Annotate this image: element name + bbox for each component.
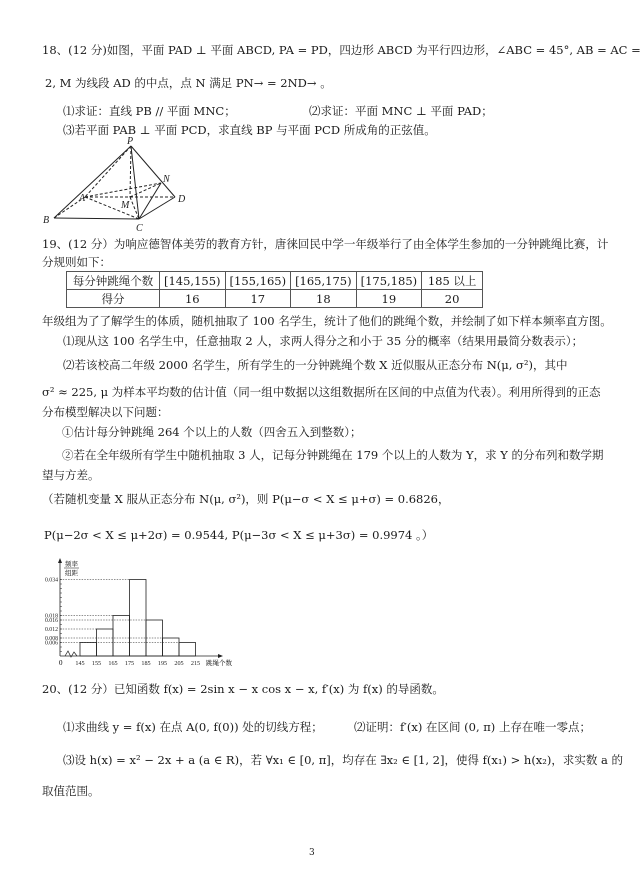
q20-part1: ⑴求曲线 y = f(x) 在点 A(0, f(0)) 处的切线方程； [63, 720, 323, 734]
label-A: A [79, 193, 86, 204]
x-tick-label: 195 [157, 660, 168, 667]
table-cell-score: 16 [160, 290, 226, 308]
label-M: M [121, 200, 130, 211]
q18-pyramid-figure [35, 135, 205, 235]
q19-stem-line1: 19、(12 分）为响应德智体美劳的教育方针，唐徕回民中学一年级举行了由全体学生参加的一分钟跳绳比赛，计 [42, 237, 609, 251]
table-cell-interval: 185 以上 [422, 272, 483, 290]
q19-sub1: ①估计每分钟跳绳 264 个以上的人数（四舍五入到整数）； [62, 425, 362, 439]
q20-part3-line1: ⑶设 h(x) = x² − 2x + a (a ∈ R)，若 ∀x₁ ∈ [0, π]，均存在 ∃x₂ ∈ [1, 2]，使得 f(x₁) > h(x₂)，求实数 a 的 [63, 753, 624, 767]
histogram-bar [113, 616, 130, 657]
table-cell-score: 17 [225, 290, 291, 308]
q18-stem-line1: 18、(12 分)如图，平面 PAD ⊥ 平面 ABCD, PA = PD，四边形 ABCD 为平行四边形，∠ABC = 45°, AB = AC = [42, 43, 641, 57]
y-axis-label-top: 频率 [65, 561, 78, 568]
edge-CD [139, 197, 175, 219]
label-N: N [163, 174, 170, 185]
x-axis-label: 跳绳个数 [206, 660, 232, 667]
histogram-bar [130, 580, 147, 657]
label-B: B [43, 215, 50, 226]
q18-part1: ⑴求证：直线 PB // 平面 MNC； [63, 104, 236, 118]
table-cell-interval: [155,165) [225, 272, 291, 290]
edge-BC [54, 218, 139, 219]
x-tick-label: 145 [75, 660, 85, 667]
q18-stem-line2: 2, M 为线段 AD 的中点，点 N 满足 PN→ = 2ND→ 。 [45, 76, 332, 90]
q20-part3-line2: 取值范围。 [42, 784, 100, 798]
x-axis-arrow-icon [218, 654, 223, 658]
table-header-score: 得分 [67, 290, 160, 308]
q19-note-line1: （若随机变量 X 服从正态分布 N(μ, σ²)，则 P(μ−σ < X ≤ μ+σ) = 0.6826， [42, 492, 450, 506]
q18-part3: ⑶若平面 PAB ⊥ 平面 PCD，求直线 BP 与平面 PCD 所成角的正弦值。 [63, 123, 436, 137]
table-cell-score: 18 [291, 290, 357, 308]
histogram-bar [163, 638, 180, 656]
x-tick-label: 165 [108, 660, 118, 667]
y-axis-arrow-icon [58, 558, 62, 563]
scoring-table [66, 271, 483, 308]
y-tick-label: 0.006 [44, 640, 58, 647]
edge-PA [85, 146, 131, 197]
q19-stem-line3: 年级组为了了解学生的体质，随机抽取了 100 名学生，统计了他们的跳绳个数，并绘制了如下样本频率直方图。 [42, 314, 612, 328]
q19-part2-line2: σ² ≈ 225, μ 为样本平均数的估计值（同一组中数据以这组数据所在区间的中点值为代表）。利用所得到的正态 [42, 385, 601, 399]
page-number: 3 [309, 848, 315, 858]
table-cell-interval: [145,155) [160, 272, 226, 290]
table-cell-score: 20 [422, 290, 483, 308]
table-cell-interval: [165,175) [291, 272, 357, 290]
x-tick-label: 215 [190, 660, 201, 667]
q20-stem: 20、(12 分）已知函数 f(x) = 2sin x − x cos x − x, f′(x) 为 f(x) 的导函数。 [42, 682, 444, 696]
q19-stem-line2: 分规则如下： [42, 255, 111, 269]
frequency-histogram [35, 555, 232, 673]
table-row-counts [67, 272, 483, 290]
histogram-bar [80, 643, 97, 657]
label-P: P [127, 136, 134, 147]
edge-PM [130, 146, 131, 197]
edge-PD [131, 146, 175, 197]
q19-note-line2: P(μ−2σ < X ≤ μ+2σ) = 0.9544, P(μ−3σ < X ≤ μ+3σ) = 0.9974 。） [44, 528, 434, 542]
histogram-bar [179, 643, 196, 657]
q19-part2-line3: 分布模型解决以下问题： [42, 405, 169, 419]
y-axis-label-bottom: 组距 [65, 570, 78, 577]
table-row-scores [67, 290, 483, 308]
q19-sub2-line2: 望与方差。 [42, 468, 100, 482]
x-tick-label: 185 [141, 660, 151, 667]
q20-part2: ⑵证明：f′(x) 在区间 (0, π) 上存在唯一零点； [354, 720, 591, 734]
q19-part1: ⑴现从这 100 名学生中，任意抽取 2 人，求两人得分之和小于 35 分的概率（结果用最简分数表示）； [63, 334, 584, 348]
x-tick-label: 175 [124, 660, 135, 667]
table-header-counts: 每分钟跳绳个数 [67, 272, 160, 290]
y-tick-label: 0.034 [44, 577, 58, 584]
y-tick-label: 0.018 [44, 613, 58, 620]
x-tick-label: 205 [174, 660, 184, 667]
y-tick-label: 0.016 [44, 618, 58, 625]
edge-PB [54, 146, 131, 218]
table-cell-score: 19 [356, 290, 422, 308]
label-D: D [178, 194, 186, 205]
q18-part2: ⑵求证：平面 MNC ⊥ 平面 PAD； [309, 104, 493, 118]
x-tick-label: 155 [91, 660, 102, 667]
q19-part2-line1: ⑵若该校高二年级 2000 名学生，所有学生的一分钟跳绳个数 X 近似服从正态分布 N(μ, σ²)，其中 [63, 358, 568, 372]
y-tick-label: 0.008 [44, 636, 58, 643]
y-tick-label: 0.012 [44, 627, 58, 634]
origin-label: 0 [59, 659, 63, 667]
label-C: C [136, 223, 143, 234]
table-cell-interval: [175,185) [356, 272, 422, 290]
edge-AC [85, 197, 139, 219]
q19-sub2-line1: ②若在全年级所有学生中随机抽取 3 人，记每分钟跳绳在 179 个以上的人数为 Y，求 Y 的分布列和数学期 [62, 448, 604, 462]
